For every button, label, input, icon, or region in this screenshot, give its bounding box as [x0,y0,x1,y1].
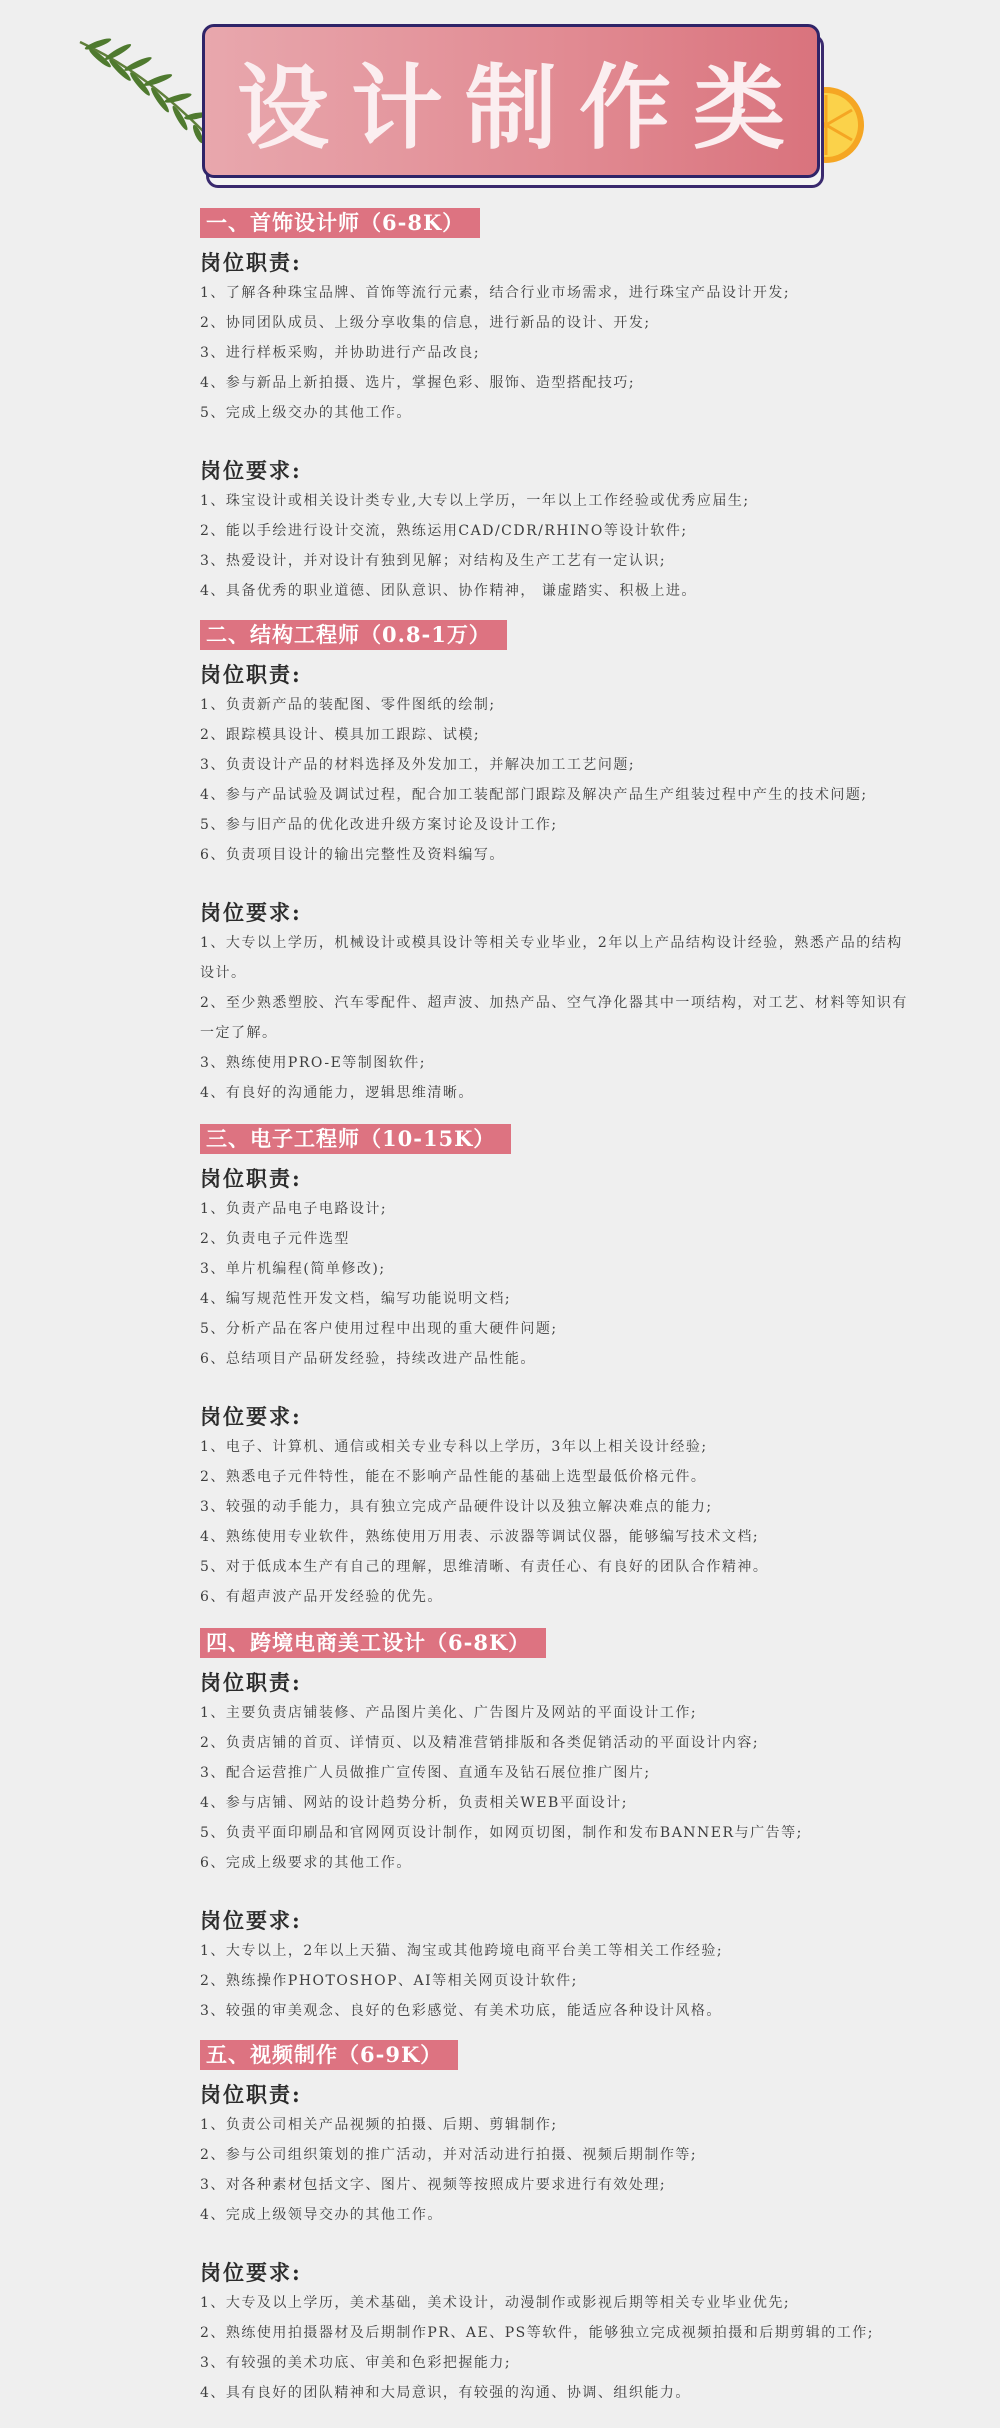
header-banner [0,0,1000,200]
requirement-item: 1、电子、计算机、通信或相关专业专科以上学历，3年以上相关设计经验; [200,1439,708,1455]
duty-item: 5、负责平面印刷品和官网网页设计制作，如网页切图，制作和发布BANNER与广告等; [200,1825,803,1841]
requirement-item: 2、至少熟悉塑胶、汽车零配件、超声波、加热产品、空气净化器其中一项结构，对工艺、材料等知识有 [200,995,908,1011]
duty-item: 1、了解各种珠宝品牌、首饰等流行元素，结合行业市场需求，进行珠宝产品设计开发; [200,285,791,301]
requirement-item: 3、熟练使用PRO-E等制图软件; [200,1055,427,1071]
banner-box [202,24,820,178]
duty-item: 3、负责设计产品的材料选择及外发加工，并解决加工工艺问题; [200,757,636,773]
section-heading: 四、跨境电商美工设计（6-8K） [200,1628,546,1658]
requirement-item: 4、具有良好的团队精神和大局意识，有较强的沟通、协调、组织能力。 [200,2385,691,2401]
requirements-title: 岗位要求: [200,900,302,925]
duty-item: 4、参与新品上新拍摄、选片，掌握色彩、服饰、造型搭配技巧; [200,375,636,391]
requirement-item: 3、较强的审美观念、良好的色彩感觉、有美术功底，能适应各种设计风格。 [200,2003,722,2019]
page-title: 设计制作类 [236,54,807,162]
requirement-item: 1、大专以上，2年以上天猫、淘宝或其他跨境电商平台美工等相关工作经验; [200,1943,724,1959]
requirement-item: 3、较强的动手能力，具有独立完成产品硬件设计以及独立解决难点的能力; [200,1499,713,1515]
rosemary-leaf-icon [78,30,218,150]
section-heading: 三、电子工程师（10-15K） [200,1124,511,1154]
requirement-item: 3、热爱设计，并对设计有独到见解；对结构及生产工艺有一定认识; [200,553,667,569]
requirements-title: 岗位要求: [200,1908,302,1933]
duty-item: 5、参与旧产品的优化改进升级方案讨论及设计工作; [200,817,558,833]
duty-item: 4、参与店铺、网站的设计趋势分析，负责相关WEB平面设计; [200,1795,629,1811]
requirement-item: 1、大专及以上学历，美术基础，美术设计，动漫制作或影视后期等相关专业毕业优先; [200,2295,791,2311]
duty-item: 1、负责公司相关产品视频的拍摄、后期、剪辑制作; [200,2117,558,2133]
duty-item: 4、参与产品试验及调试过程，配合加工装配部门跟踪及解决产品生产组装过程中产生的技术问题; [200,787,868,803]
requirement-item: 设计。 [200,965,247,981]
job-section-4 [200,1628,940,2026]
requirement-item: 1、大专以上学历，机械设计或模具设计等相关专业毕业，2年以上产品结构设计经验，熟悉产品的结构 [200,935,903,951]
requirement-item: 2、熟练操作PHOTOSHOP、AI等相关网页设计软件; [200,1973,578,1989]
duty-item: 2、负责店铺的首页、详情页、以及精准营销排版和各类促销活动的平面设计内容; [200,1735,760,1751]
duty-item: 3、对各种素材包括文字、图片、视频等按照成片要求进行有效处理; [200,2177,667,2193]
requirement-item: 6、有超声波产品开发经验的优先。 [200,1589,443,1605]
duty-item: 2、跟踪模具设计、模具加工跟踪、试模; [200,727,481,743]
duties-title: 岗位职责: [200,2082,302,2107]
duty-item: 3、配合运营推广人员做推广宣传图、直通车及钻石展位推广图片; [200,1765,651,1781]
requirements-title: 岗位要求: [200,1404,302,1429]
duty-item: 2、负责电子元件选型 [200,1231,350,1247]
job-section-1 [200,208,940,606]
requirement-item: 2、熟练使用拍摄器材及后期制作PR、AE、PS等软件，能够独立完成视频拍摄和后期剪辑的工作; [200,2325,874,2341]
duty-item: 2、协同团队成员、上级分享收集的信息，进行新品的设计、开发; [200,315,651,331]
section-heading: 五、视频制作（6-9K） [200,2040,458,2070]
duty-item: 2、参与公司组织策划的推广活动，并对活动进行拍摄、视频后期制作等; [200,2147,698,2163]
requirements-title: 岗位要求: [200,458,302,483]
requirement-item: 4、熟练使用专业软件，熟练使用万用表、示波器等调试仪器，能够编写技术文档; [200,1529,760,1545]
duties-title: 岗位职责: [200,1670,302,1695]
duty-item: 6、完成上级要求的其他工作。 [200,1855,412,1871]
requirement-item: 2、能以手绘进行设计交流，熟练运用CAD/CDR/RHINO等设计软件; [200,523,688,539]
job-section-3 [200,1124,940,1612]
section-heading: 二、结构工程师（0.8-1万） [200,620,507,650]
duty-item: 6、负责项目设计的输出完整性及资料编写。 [200,847,505,863]
duty-item: 5、分析产品在客户使用过程中出现的重大硬件问题; [200,1321,558,1337]
section-heading: 一、首饰设计师（6-8K） [200,208,480,238]
job-section-2 [200,620,940,1108]
duty-item: 5、完成上级交办的其他工作。 [200,405,412,421]
duties-title: 岗位职责: [200,662,302,687]
duty-item: 1、负责产品电子电路设计; [200,1201,388,1217]
requirement-item: 4、有良好的沟通能力，逻辑思维清晰。 [200,1085,474,1101]
duty-item: 3、进行样板采购，并协助进行产品改良; [200,345,481,361]
requirement-item: 一定了解。 [200,1025,278,1041]
duty-item: 3、单片机编程(简单修改); [200,1261,386,1277]
requirement-item: 1、珠宝设计或相关设计类专业,大专以上学历，一年以上工作经验或优秀应届生; [200,493,750,509]
requirement-item: 3、有较强的美术功底、审美和色彩把握能力; [200,2355,512,2371]
duties-title: 岗位职责: [200,250,302,275]
job-section-5 [200,2040,940,2408]
requirement-item: 4、具备优秀的职业道德、团队意识、协作精神， 谦虚踏实、积极上进。 [200,583,697,599]
duty-item: 6、总结项目产品研发经验，持续改进产品性能。 [200,1351,536,1367]
requirements-title: 岗位要求: [200,2260,302,2285]
duty-item: 4、完成上级领导交办的其他工作。 [200,2207,443,2223]
duty-item: 1、主要负责店铺装修、产品图片美化、广告图片及网站的平面设计工作; [200,1705,698,1721]
duty-item: 4、编写规范性开发文档，编写功能说明文档; [200,1291,512,1307]
requirement-item: 5、对于低成本生产有自己的理解，思维清晰、有责任心、有良好的团队合作精神。 [200,1559,769,1575]
requirement-item: 2、熟悉电子元件特性，能在不影响产品性能的基础上选型最低价格元件。 [200,1469,707,1485]
duties-title: 岗位职责: [200,1166,302,1191]
duty-item: 1、负责新产品的装配图、零件图纸的绘制; [200,697,496,713]
